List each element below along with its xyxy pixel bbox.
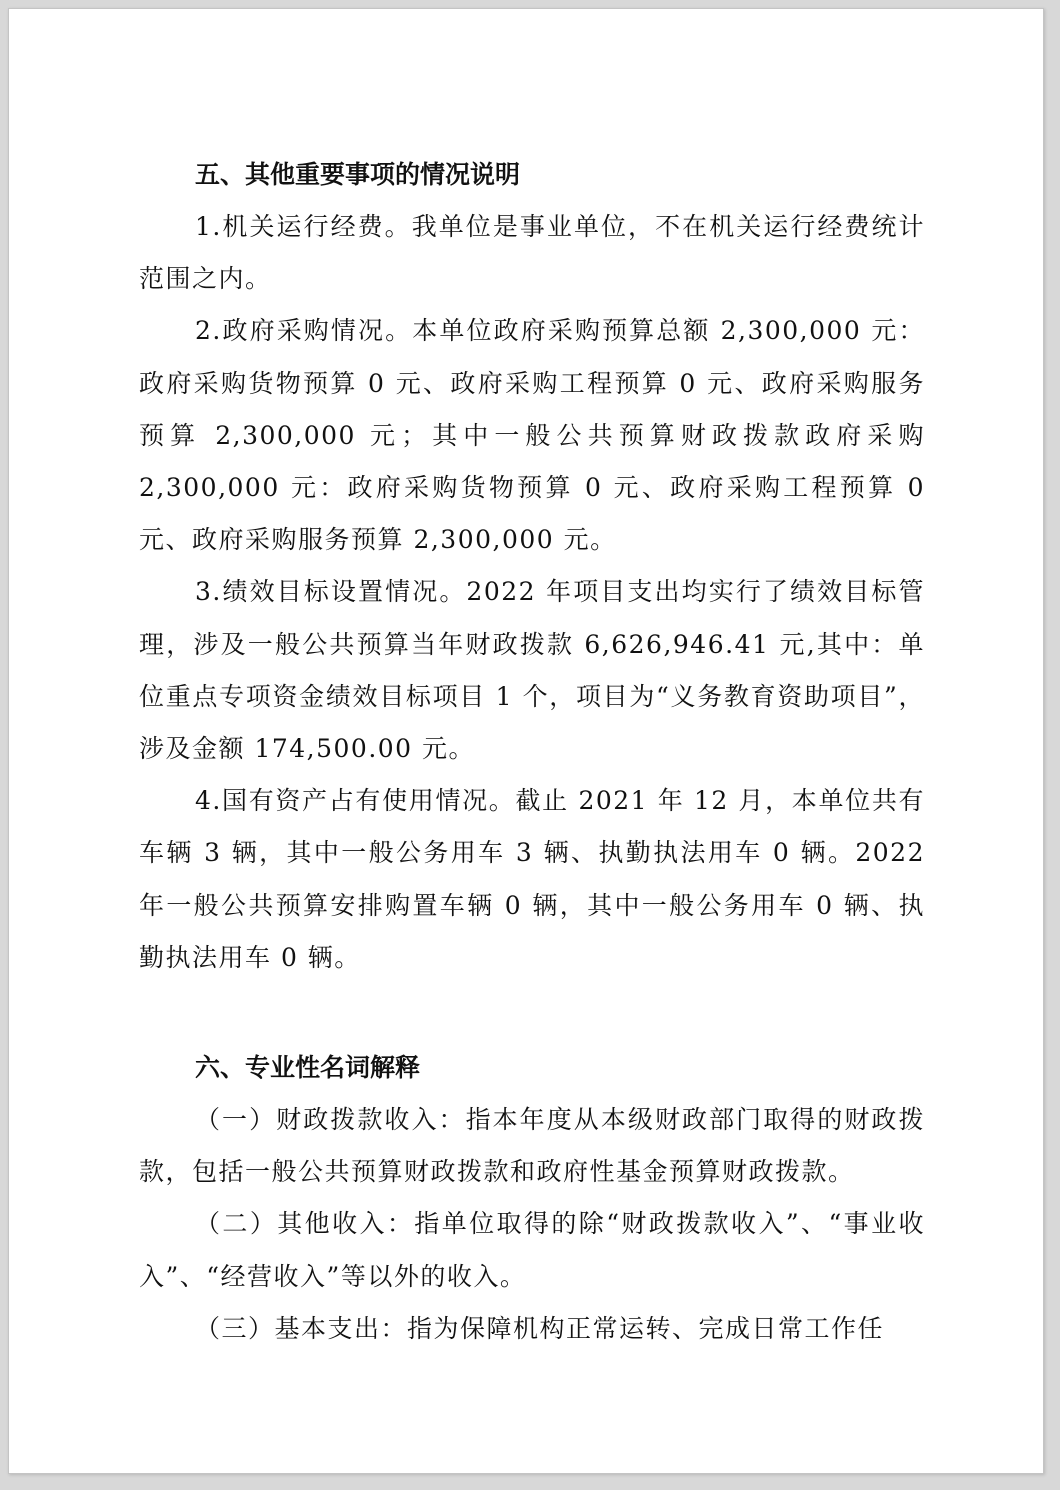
paragraph-performance-targets: 3.绩效目标设置情况。2022 年项目支出均实行了绩效目标管理，涉及一般公共预算当年财政拨款 6,626,946.41 元,其中：单位重点专项资金绩效目标项目 1 个，项目为“义务教育资助项目”，涉及金额 174,500.00 元。 — [139, 577, 925, 764]
section-5-heading: 五、其他重要事项的情况说明 — [195, 160, 521, 189]
section-spacer — [139, 984, 925, 1042]
paragraph-basic-expenditure: （三）基本支出：指为保障机构正常运转、完成日常工作任 — [195, 1313, 885, 1343]
section-6-heading: 六、专业性名词解释 — [195, 1053, 421, 1083]
paragraph-other-income: （二）其他收入：指单位取得的除“财政拨款收入”、“事业收入”、“经营收入”等以外的收入。 — [139, 1209, 925, 1291]
document-page — [8, 8, 1044, 1474]
paragraph-government-procurement: 2.政府采购情况。本单位政府采购预算总额 2,300,000 元：政府采购货物预算 0 元、政府采购工程预算 0 元、政府采购服务预算 2,300,000 元；其中一般公共预算财政拨款政府采购 2,300,000 元：政府采购货物预算 0 元、政府采购工程预算 0 元、政府采购服务预算 2,300,000 元。 — [139, 316, 925, 555]
paragraph-state-assets: 4.国有资产占有使用情况。截止 2021 年 12 月，本单位共有车辆 3 辆，其中一般公务用车 3 辆、执勤执法用车 0 辆。2022 年一般公共预算安排购置车辆 0 辆，其中一般公务用车 0 辆、执勤执法用车 0 辆。 — [139, 786, 925, 972]
paragraph-operating-expenses: 1.机关运行经费。我单位是事业单位，不在机关运行经费统计范围之内。 — [139, 212, 925, 294]
paragraph-fiscal-allocation-income: （一）财政拨款收入：指本年度从本级财政部门取得的财政拨款，包括一般公共预算财政拨款和政府性基金预算财政拨款。 — [139, 1105, 925, 1187]
document-body — [139, 149, 925, 1355]
